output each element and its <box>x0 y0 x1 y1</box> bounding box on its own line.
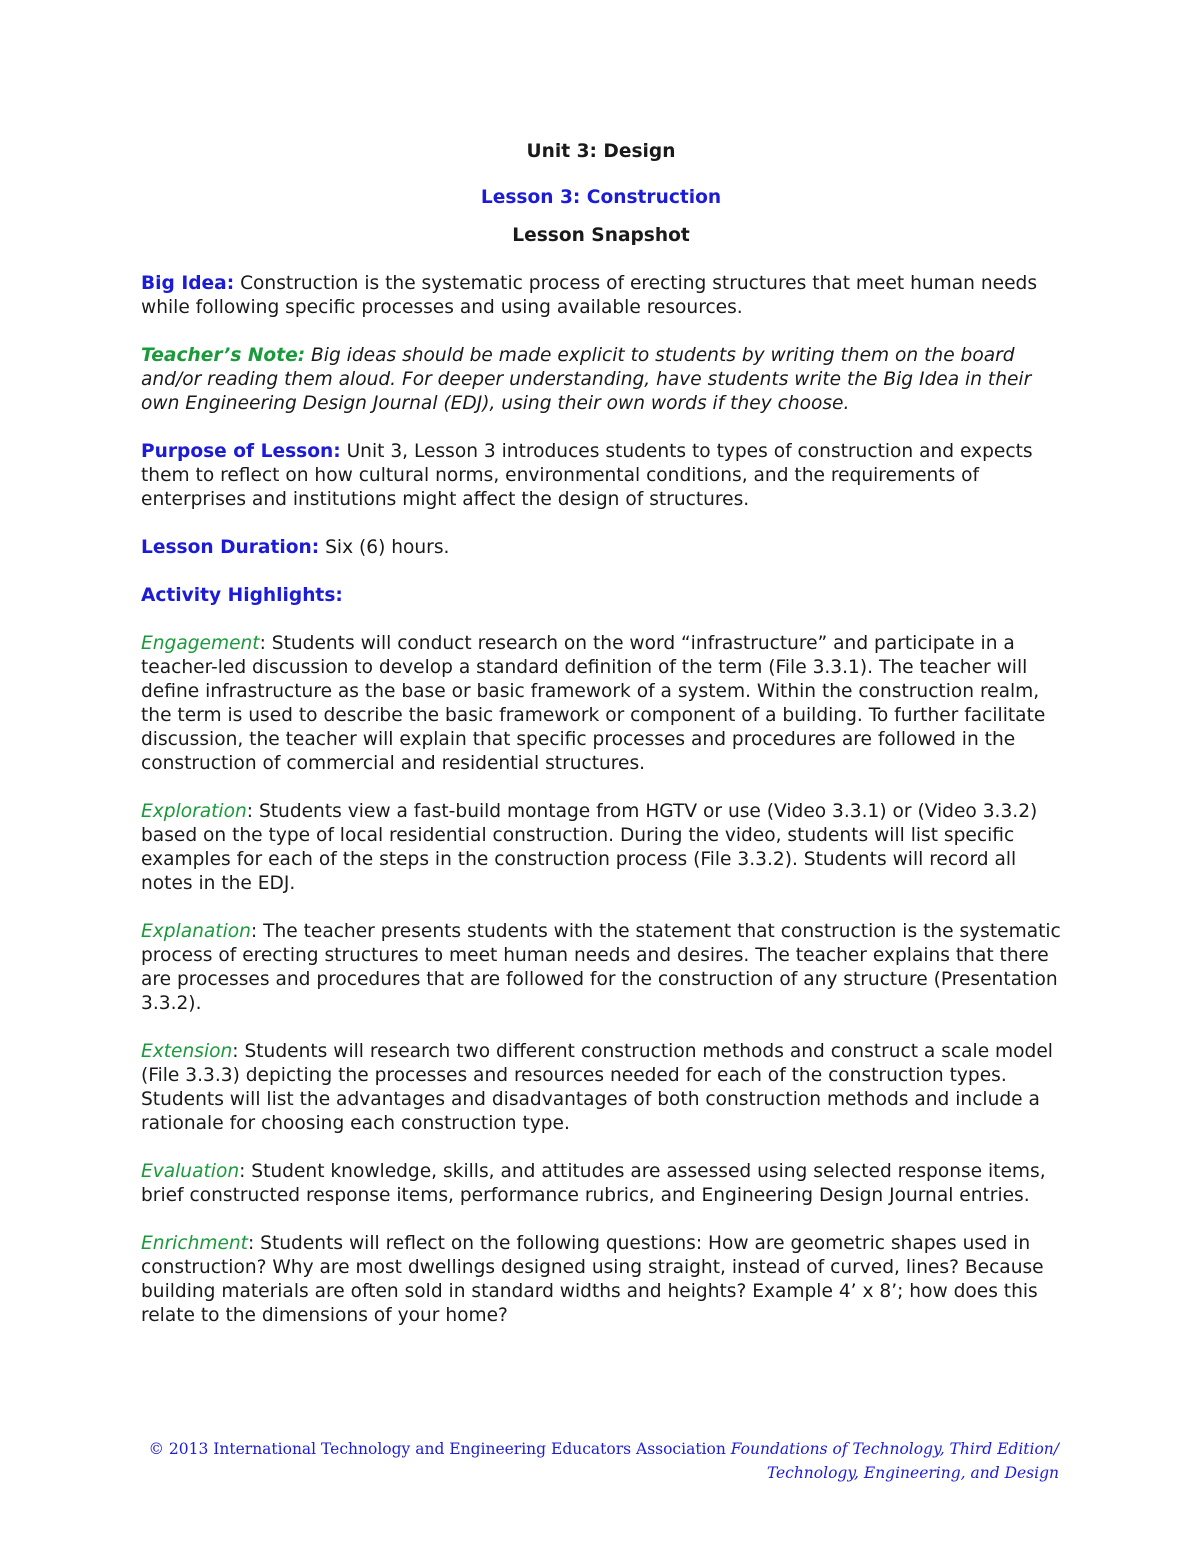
teacher-note-paragraph <box>141 344 1061 416</box>
duration-paragraph <box>141 536 1061 560</box>
activity-text: : Students will research two different construction methods and construct a scale model (File 3.3.3) depicting the processes and resources needed for each of the construction types. Students will list the advantages and disadvantages of both construction methods and include a rationale for choosing each construction type. <box>141 1041 1053 1134</box>
activity-label: Engagement <box>141 633 260 654</box>
footer-copyright: © 2013 International Technology and Engineering Educators Association <box>148 1440 731 1458</box>
activity-text: : Students will conduct research on the word “infrastructure” and participate in a teacher-led discussion to develop a standard definition of the term (File 3.3.1). The teacher will define infrastructure as the base or basic framework of a system. Within the construction realm, the term is used to describe the basic framework or component of a building. To further facilitate discussion, the teacher will explain that specific processes and procedures are followed in the construction of commercial and residential structures. <box>141 633 1046 774</box>
activity-label: Enrichment <box>141 1233 248 1254</box>
activity-text: : Student knowledge, skills, and attitudes are assessed using selected response items, brief constructed response items, performance rubrics, and Engineering Design Journal entries. <box>141 1161 1046 1206</box>
activity-evaluation <box>141 1160 1061 1208</box>
page-footer <box>141 1437 1059 1485</box>
activity-label: Exploration <box>141 801 247 822</box>
activity-extension <box>141 1040 1061 1136</box>
footer-book-title: Foundations of Technology, Third Edition/ <box>730 1440 1059 1458</box>
footer-line-1 <box>141 1437 1059 1461</box>
duration-text: Six (6) hours. <box>319 537 450 558</box>
activity-label: Explanation <box>141 921 251 942</box>
duration-label: Lesson Duration: <box>141 537 320 558</box>
lesson-title: Lesson 3: Construction <box>480 187 722 208</box>
activity-text: : Students view a fast-build montage from HGTV or use (Video 3.3.1) or (Video 3.3.2) based on the type of local residential construction. During the video, students will list specific examples for each of the steps in the construction process (File 3.3.2). Students will record all notes in the EDJ. <box>141 801 1038 894</box>
unit-title: Unit 3: Design <box>526 141 676 162</box>
activity-text: : Students will reflect on the following questions: How are geometric shapes used in construction? Why are most dwellings designed using straight, instead of curved, lines? Because building materials are often sold in standard widths and heights? Example 4’ x 8’; how does this relate to the dimensions of your home? <box>141 1233 1044 1326</box>
snapshot-title: Lesson Snapshot <box>512 225 690 246</box>
purpose-label: Purpose of Lesson: <box>141 441 341 462</box>
big-idea-text: Construction is the systematic process of erecting structures that meet human needs while following specific processes and using available resources. <box>141 273 1038 318</box>
teacher-note-label: Teacher’s Note: <box>141 345 306 366</box>
activity-label: Evaluation <box>141 1161 240 1182</box>
activity-exploration <box>141 800 1061 896</box>
document-page <box>141 140 1061 1352</box>
activity-engagement <box>141 632 1061 776</box>
purpose-paragraph <box>141 440 1061 512</box>
activity-enrichment <box>141 1232 1061 1328</box>
activity-text: : The teacher presents students with the statement that construction is the systematic process of erecting structures to meet human needs and desires. The teacher explains that there are processes and procedures that are followed for the construction of any structure (Presentation 3.3.2). <box>141 921 1061 1014</box>
purpose-text: Unit 3, Lesson 3 introduces students to types of construction and expects them to reflect on how cultural norms, environmental conditions, and the requirements of enterprises and institutions might affect the design of structures. <box>141 441 1033 510</box>
big-idea-label: Big Idea: <box>141 273 235 294</box>
activity-label: Extension <box>141 1041 233 1062</box>
activity-explanation <box>141 920 1061 1016</box>
footer-book-subtitle: Technology, Engineering, and Design <box>766 1464 1059 1482</box>
activity-highlights-heading: Activity Highlights: <box>141 585 343 606</box>
teacher-note-text: Big ideas should be made explicit to students by writing them on the board and/or reading them aloud. For deeper understanding, have students write the Big Idea in their own Engineering Design Journal (EDJ), using their own words if they choose. <box>141 345 1032 414</box>
big-idea-paragraph <box>141 272 1061 320</box>
